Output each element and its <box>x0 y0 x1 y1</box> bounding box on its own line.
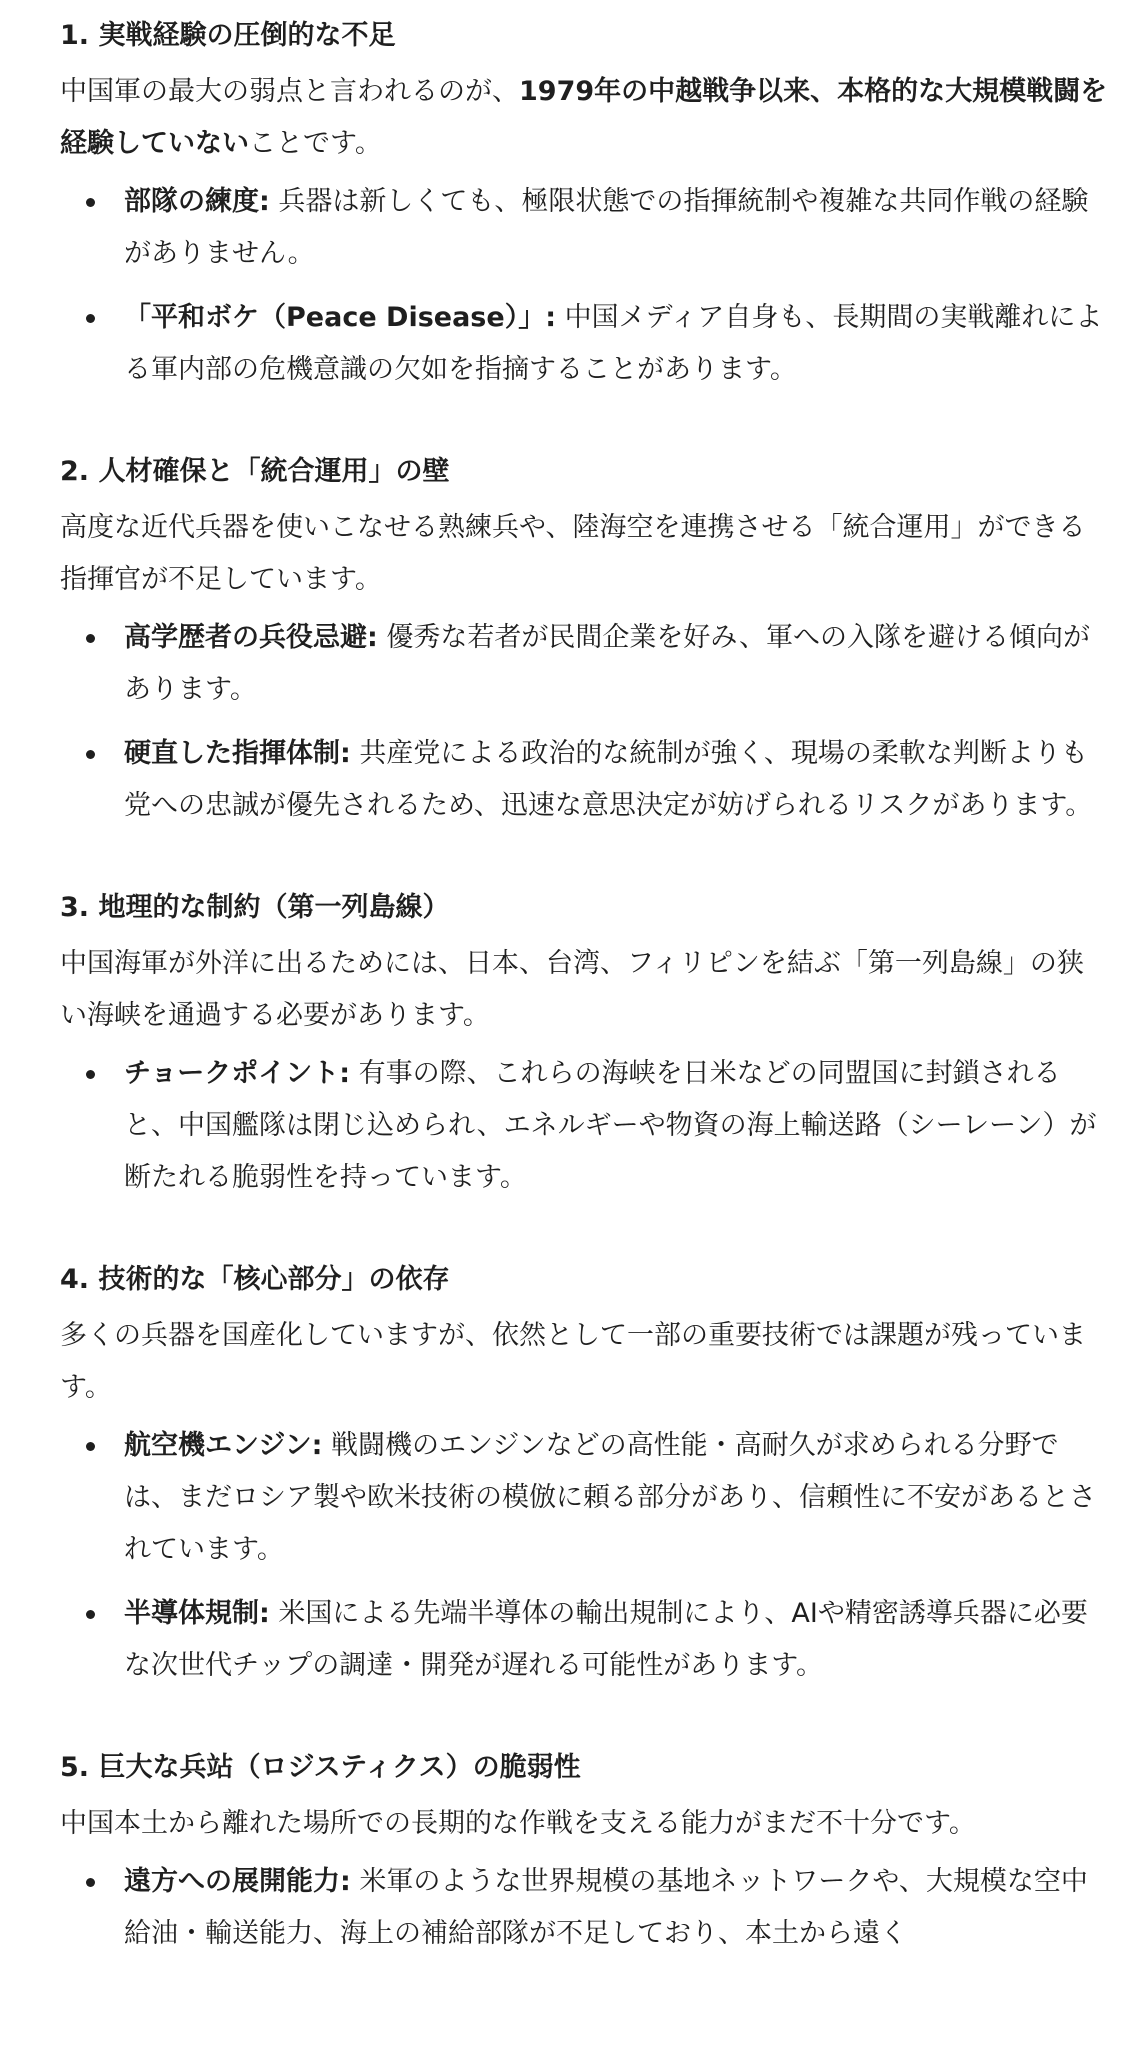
section-3 <box>60 890 1110 1204</box>
section-heading: 5. 巨大な兵站（ロジスティクス）の脆弱性 <box>60 1752 581 1783</box>
section-heading: 3. 地理的な制約（第一列島線） <box>60 892 450 923</box>
section-heading: 4. 技術的な「核心部分」の依存 <box>60 1264 450 1295</box>
list-item <box>60 176 1110 280</box>
list-item <box>60 612 1110 716</box>
list-item <box>60 728 1110 832</box>
bullet-text: 優秀な若者が民間企業を好み、軍への入隊を避ける傾向があります。 <box>124 622 1091 705</box>
bullet-term: 硬直した指揮体制: <box>124 738 351 769</box>
section-1 <box>60 18 1110 396</box>
section-heading: 2. 人材確保と「統合運用」の壁 <box>60 456 450 487</box>
list-item <box>60 1048 1110 1204</box>
bullet-term: 半導体規制: <box>124 1598 270 1629</box>
bullet-text: 有事の際、これらの海峡を日米などの同盟国に封鎖されると、中国艦隊は閉じ込められ、エネルギーや物資の海上輸送路（シーレーン）が断たれる脆弱性を持っています。 <box>124 1058 1097 1193</box>
bullet-list <box>60 1856 1110 1960</box>
bullet-list <box>60 612 1110 832</box>
bullet-term: 高学歴者の兵役忌避: <box>124 622 378 653</box>
bullet-text: 米軍のような世界規模の基地ネットワークや、大規模な空中給油・輸送能力、海上の補給部隊が不足しており、本土から遠く <box>124 1866 1088 1949</box>
bullet-text: 米国による先端半導体の輸出規制により、AIや精密誘導兵器に必要な次世代チップの調達・開発が遅れる可能性があります。 <box>124 1598 1088 1681</box>
section-2 <box>60 454 1110 832</box>
list-item <box>60 1420 1110 1576</box>
section-intro: 中国海軍が外洋に出るためには、日本、台湾、フィリピンを結ぶ「第一列島線」の狭い海峡を通過する必要があります。 <box>60 948 1084 1031</box>
bullet-text: 兵器は新しくても、極限状態での指揮統制や複雑な共同作戦の経験がありません。 <box>124 186 1089 269</box>
bullet-term: 部隊の練度: <box>124 186 270 217</box>
intro-emphasis: 1979年の中越戦争以来、本格的な大規模戦闘を経験していない <box>60 76 1108 159</box>
bullet-text: 戦闘機のエンジンなどの高性能・高耐久が求められる分野では、まだロシア製や欧米技術の模倣に頼る部分があり、信頼性に不安があるとされています。 <box>124 1430 1096 1565</box>
intro-text: 中国軍の最大の弱点と言われるのが、 <box>60 76 519 107</box>
bullet-text: 共産党による政治的な統制が強く、現場の柔軟な判断よりも党への忠誠が優先されるため、迅速な意思決定が妨げられるリスクがあります。 <box>124 738 1093 821</box>
bullet-term: チョークポイント: <box>124 1058 350 1089</box>
intro-text-end: ことです。 <box>249 128 382 159</box>
bullet-list <box>60 1048 1110 1204</box>
bullet-text: 中国メディア自身も、長期間の実戦離れによる軍内部の危機意識の欠如を指摘することがあります。 <box>124 302 1103 385</box>
list-item <box>60 1588 1110 1692</box>
section-intro: 高度な近代兵器を使いこなせる熟練兵や、陸海空を連携させる「統合運用」ができる指揮官が不足しています。 <box>60 512 1086 595</box>
bullet-list <box>60 1420 1110 1692</box>
section-4 <box>60 1262 1110 1692</box>
bullet-list <box>60 176 1110 396</box>
section-intro: 中国本土から離れた場所での長期的な作戦を支える能力がまだ不十分です。 <box>60 1808 976 1839</box>
section-5 <box>60 1750 1110 1960</box>
bullet-term: 航空機エンジン: <box>124 1430 323 1461</box>
section-intro: 多くの兵器を国産化していますが、依然として一部の重要技術では課題が残っています。 <box>60 1320 1086 1403</box>
bullet-term: 遠方への展開能力: <box>124 1866 351 1897</box>
list-item <box>60 1856 1110 1960</box>
article-content <box>60 18 1110 2018</box>
list-item <box>60 292 1110 396</box>
bullet-term: 「平和ボケ（Peace Disease）」: <box>124 302 556 333</box>
section-intro <box>60 66 1110 170</box>
section-heading: 1. 実戦経験の圧倒的な不足 <box>60 20 396 51</box>
